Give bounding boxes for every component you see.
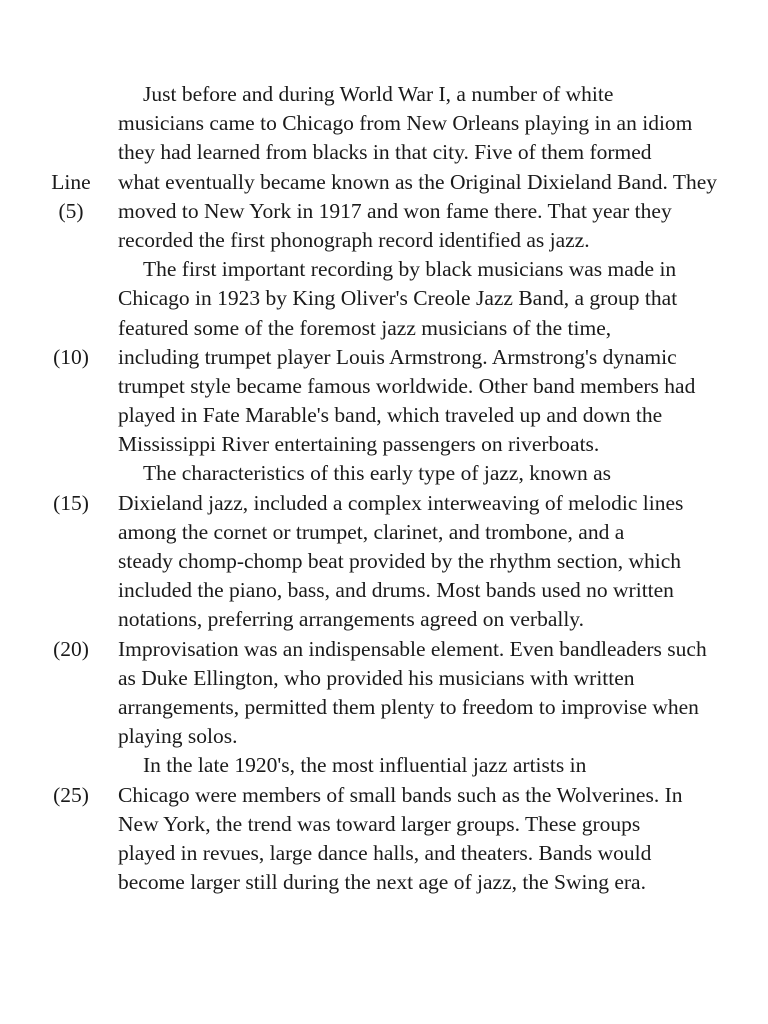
line-text: Chicago in 1923 by King Oliver's Creole Jazz Band, a group that [118, 286, 678, 311]
passage-line [0, 664, 768, 693]
passage-line [0, 722, 768, 751]
passage-line [0, 314, 768, 343]
line-text: Dixieland jazz, included a complex interweaving of melodic lines [118, 490, 684, 515]
line-text: Chicago were members of small bands such as the Wolverines. In [118, 782, 683, 807]
passage-line [0, 138, 768, 167]
passage-line [0, 839, 768, 868]
line-text: trumpet style became famous worldwide. Other band members had [118, 373, 696, 398]
reading-passage [0, 80, 768, 897]
passage-line [0, 693, 768, 722]
passage-line [0, 576, 768, 605]
line-text: Improvisation was an indispensable element. Even bandleaders such [118, 636, 707, 661]
line-text: included the piano, bass, and drums. Most bands used no written [118, 578, 674, 603]
line-text: The first important recording by black musicians was made in [143, 257, 677, 282]
line-text: notations, preferring arrangements agreed on verbally. [118, 607, 585, 632]
line-number: (20) [53, 636, 89, 661]
passage-line [0, 197, 768, 226]
line-number: Line [51, 169, 91, 194]
line-text: steady chomp-chomp beat provided by the rhythm section, which [118, 549, 682, 573]
line-text: playing solos. [118, 724, 238, 749]
passage-line [0, 372, 768, 401]
passage-line [0, 284, 768, 313]
passage-line [0, 868, 768, 897]
line-number: (25) [53, 782, 89, 807]
line-text: musicians came to Chicago from New Orleans playing in an idiom [118, 111, 693, 136]
line-number: (5) [58, 198, 84, 223]
line-number: (10) [53, 344, 89, 369]
line-text: Just before and during World War I, a number of white [143, 82, 614, 106]
passage-line [0, 810, 768, 839]
passage-line [0, 80, 768, 109]
line-text: as Duke Ellington, who provided his musicians with written [118, 665, 635, 690]
passage-line [0, 168, 768, 197]
line-number: (15) [53, 490, 89, 515]
passage-lines [0, 80, 768, 897]
passage-line [0, 343, 768, 372]
line-text: In the late 1920's, the most influential jazz artists in [143, 753, 587, 778]
line-text: moved to New York in 1917 and won fame there. That year they [118, 198, 672, 223]
passage-line [0, 459, 768, 488]
line-text: played in revues, large dance halls, and theaters. Bands would [118, 840, 652, 865]
line-text: featured some of the foremost jazz musicians of the time, [118, 315, 612, 340]
passage-line [0, 109, 768, 138]
passage-line [0, 489, 768, 518]
passage-line [0, 401, 768, 430]
passage-line [0, 226, 768, 255]
line-text: become larger still during the next age of jazz, the Swing era. [118, 870, 646, 895]
passage-line [0, 430, 768, 459]
line-text: recorded the first phonograph record identified as jazz. [118, 227, 590, 252]
passage-line [0, 255, 768, 284]
passage-line [0, 751, 768, 780]
passage-line [0, 781, 768, 810]
passage-line [0, 518, 768, 547]
line-text: Mississippi River entertaining passengers on riverboats. [118, 432, 600, 457]
passage-line [0, 635, 768, 664]
line-text: among the cornet or trumpet, clarinet, and trombone, and a [118, 519, 625, 544]
line-text: arrangements, permitted them plenty to freedom to improvise when [118, 694, 699, 719]
line-text: The characteristics of this early type of jazz, known as [143, 461, 612, 486]
line-text: played in Fate Marable's band, which traveled up and down the [118, 403, 663, 428]
line-text: including trumpet player Louis Armstrong. Armstrong's dynamic [118, 344, 677, 369]
line-text: what eventually became known as the Original Dixieland Band. They [118, 169, 718, 194]
line-text: New York, the trend was toward larger groups. These groups [118, 811, 641, 836]
line-text: they had learned from blacks in that city. Five of them formed [118, 140, 652, 165]
passage-line [0, 547, 768, 576]
passage-line [0, 605, 768, 634]
